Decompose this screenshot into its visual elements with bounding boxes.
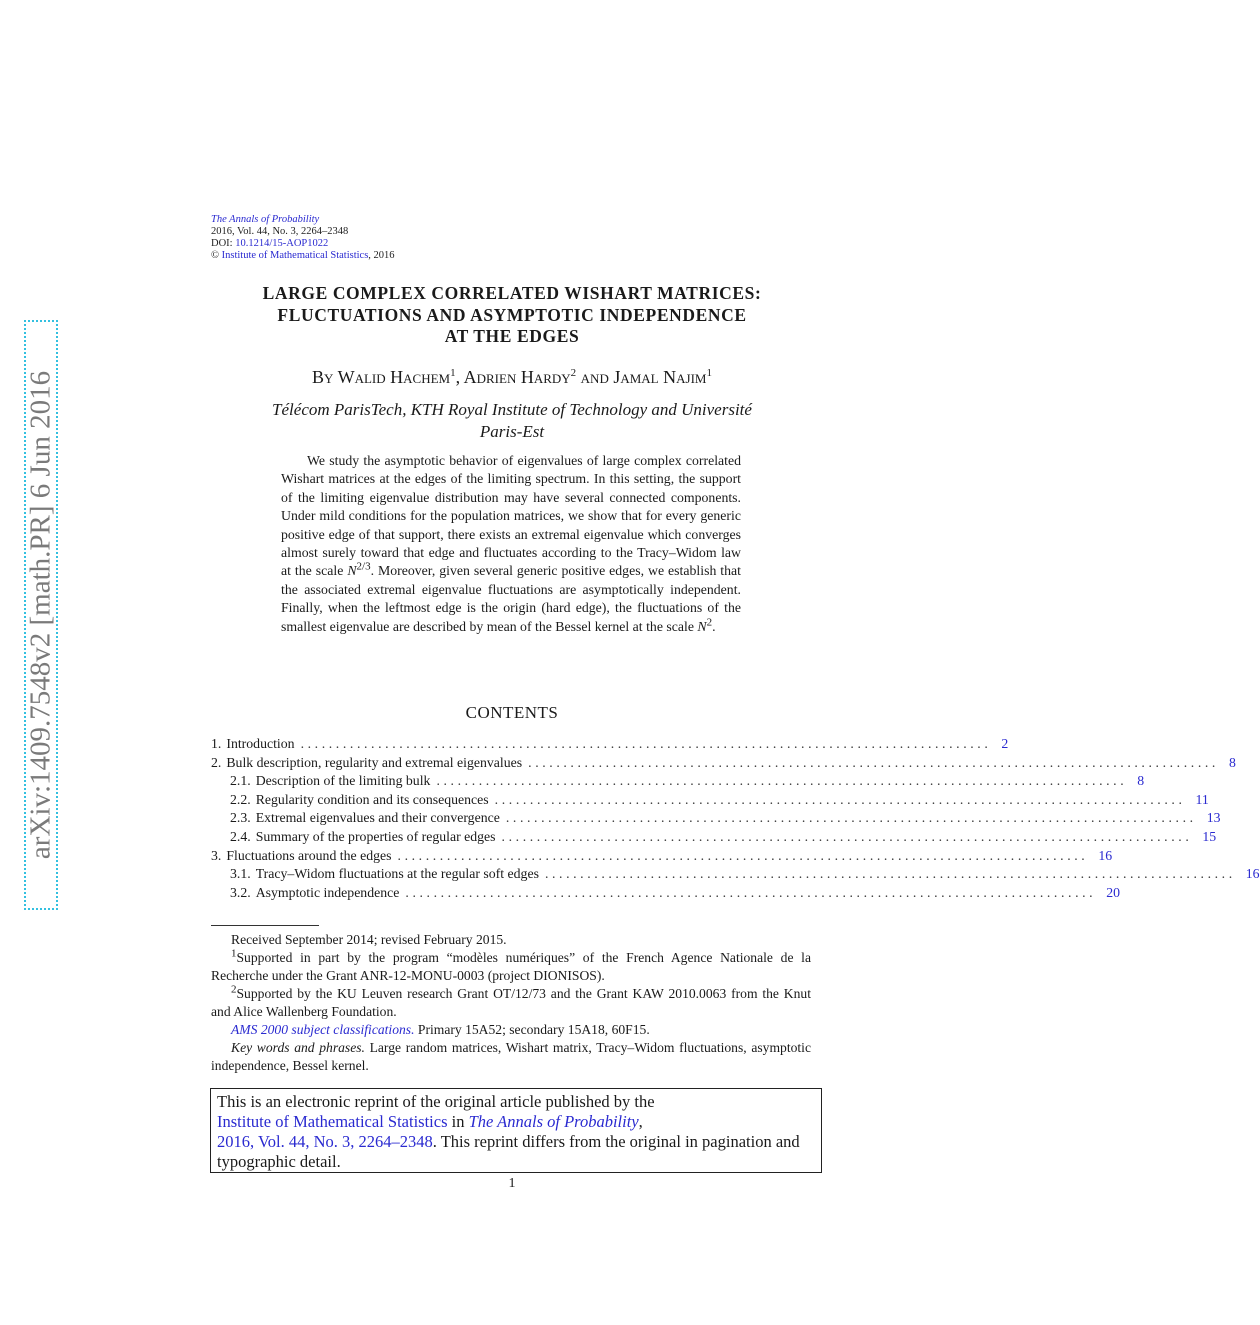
toc-leader: ..................................................................................................	[494, 791, 1186, 807]
ams-classification-link[interactable]: AMS 2000 subject classifications.	[231, 1022, 415, 1037]
doi-label: DOI:	[211, 238, 236, 249]
author-2: Adrien Hardy	[463, 367, 571, 387]
journal-volume: 2016, Vol. 44, No. 3, 2264–2348	[211, 226, 349, 237]
toc-entry[interactable]	[211, 754, 1236, 774]
toc-leader: ..................................................................................................	[544, 866, 1236, 882]
authors	[180, 367, 844, 388]
reprint-comma: ,	[638, 1112, 643, 1131]
journal-name-link[interactable]: The Annals of Probability	[211, 214, 320, 225]
keywords-label: Key words and phrases.	[231, 1040, 365, 1055]
toc-page-link[interactable]: 2	[1001, 736, 1009, 751]
reprint-citation-link[interactable]: 2016, Vol. 44, No. 3, 2264–2348	[217, 1132, 433, 1151]
reprint-journal-link[interactable]: The Annals of Probability	[468, 1112, 639, 1131]
reprint-notice	[210, 1088, 822, 1173]
toc-page-link[interactable]: 8	[1228, 754, 1236, 770]
footnote-1-mark: 1	[231, 947, 237, 960]
table-of-contents	[211, 736, 1260, 903]
reprint-rest: . This reprint differs from the original in pagination and typographic detail.	[217, 1132, 800, 1171]
toc-number: 1.	[211, 736, 222, 751]
toc-entry[interactable]	[211, 773, 1145, 792]
footnote-2-text: Supported by the KU Leuven research Grant OT/12/73 and the Grant KAW 2010.0063 from the Knut and Alice Wallenberg Foundation.	[211, 986, 811, 1019]
reprint-ims-link[interactable]: Institute of Mathematical Statistics	[217, 1112, 448, 1131]
author-3: Jamal Najim	[613, 367, 707, 387]
toc-title: Asymptotic independence	[255, 884, 400, 900]
toc-entry[interactable]	[211, 884, 1121, 904]
toc-page-link[interactable]: 16	[1245, 866, 1260, 882]
toc-entry[interactable]	[211, 847, 1113, 867]
abstract-scale-1-exponent: 2/3	[356, 560, 371, 573]
journal-copyright	[211, 250, 395, 262]
affiliation-line-1: Télécom ParisTech, KTH Royal Institute of Technology and Université	[272, 400, 752, 419]
keywords	[211, 1039, 811, 1075]
author-separator: ,	[455, 367, 464, 387]
toc-entry[interactable]	[211, 828, 1217, 848]
ams-classification-text: Primary 15A52; secondary 15A18, 60F15.	[414, 1022, 650, 1037]
doi-link[interactable]: 10.1214/15-AOP1022	[235, 238, 329, 249]
toc-title: Regularity condition and its consequences	[255, 791, 489, 807]
toc-title: Tracy–Widom fluctuations at the regular soft edges	[255, 866, 539, 882]
toc-number: 2.4.	[230, 828, 251, 844]
keywords-text: Large random matrices, Wishart matrix, Tracy–Widom fluctuations, asymptotic independence, Bessel kernel.	[211, 1040, 811, 1073]
ims-link[interactable]: Institute of Mathematical Statistics	[221, 250, 369, 261]
toc-page-link[interactable]: 16	[1098, 847, 1113, 863]
toc-leader: ..................................................................................................	[501, 828, 1193, 844]
ams-classification	[211, 1021, 811, 1039]
toc-entry[interactable]	[211, 810, 1221, 829]
footnote-1	[211, 949, 811, 985]
footnote-2-mark: 2	[231, 983, 237, 996]
title-line-1: LARGE COMPLEX CORRELATED WISHART MATRICES:	[262, 283, 762, 303]
toc-number: 3.1.	[230, 866, 251, 882]
toc-leader: ..................................................................................................	[397, 847, 1089, 863]
toc-number: 2.1.	[230, 773, 251, 789]
page-number: 1	[508, 1176, 516, 1191]
toc-leader: ..................................................................................................	[528, 754, 1219, 770]
toc-page-link[interactable]: 20	[1106, 884, 1121, 900]
abstract-text-1: We study the asymptotic behavior of eigenvalues of large complex correlated Wishart matrices at the edges of the limiting spectrum. In this setting, the support of the limiting eigenvalue distribution may have several connected components. Under mild conditions for the population matrices, we show that for every generic positive edge of that support, there exists an extremal eigenvalue which converges almost surely toward that edge and fluctuates according to the Tracy–Widom law at the scale	[281, 453, 741, 579]
toc-page-link[interactable]: 8	[1137, 773, 1145, 789]
toc-title: Bulk description, regularity and extremal eigenvalues	[226, 754, 523, 770]
copyright-symbol: ©	[211, 250, 219, 261]
toc-page-link[interactable]: 11	[1195, 791, 1209, 807]
by-label: By	[312, 367, 338, 387]
footnote-2	[211, 985, 811, 1021]
toc-title: Introduction	[226, 736, 295, 751]
toc-title: Extremal eigenvalues and their convergence	[255, 810, 500, 826]
toc-leader: ..................................................................................................	[505, 810, 1197, 826]
journal-doi	[211, 238, 395, 250]
reprint-intro: This is an electronic reprint of the original article published by the	[217, 1092, 655, 1111]
received-note: Received September 2014; revised February 2015.	[231, 932, 507, 947]
toc-title: Description of the limiting bulk	[255, 773, 431, 789]
affiliation	[180, 399, 844, 443]
toc-page-link[interactable]: 15	[1202, 828, 1217, 844]
journal-header	[211, 214, 395, 262]
abstract-scale-1: N	[347, 563, 357, 579]
and-label: and	[576, 367, 614, 387]
abstract-text-3: .	[712, 618, 716, 634]
affiliation-line-2: Paris-Est	[479, 422, 545, 441]
title-line-2: FLUCTUATIONS AND ASYMPTOTIC INDEPENDENCE	[277, 304, 747, 325]
abstract-scale-2-exponent: 2	[706, 616, 713, 629]
toc-number: 2.2.	[230, 791, 251, 807]
toc-title: Summary of the properties of regular edges	[255, 828, 496, 844]
toc-number: 2.3.	[230, 810, 251, 826]
toc-leader: ..................................................................................................	[300, 736, 992, 751]
toc-entry[interactable]	[211, 791, 1209, 811]
toc-leader: ..................................................................................................	[405, 884, 1097, 900]
toc-number: 2.	[211, 754, 222, 770]
toc-entry[interactable]	[211, 866, 1260, 885]
toc-number: 3.	[211, 847, 222, 863]
copyright-year: , 2016	[368, 250, 395, 261]
abstract-scale-2: N	[697, 618, 707, 634]
reprint-in: in	[447, 1112, 469, 1131]
footnote-rule	[211, 925, 319, 926]
author-1: Walid Hachem	[337, 367, 451, 387]
toc-title: Fluctuations around the edges	[226, 847, 392, 863]
author-2-footnote-mark: 2	[570, 367, 577, 379]
toc-entry[interactable]	[211, 736, 1009, 755]
title-line-3: AT THE EDGES	[444, 326, 580, 346]
toc-leader: ..................................................................................................	[436, 773, 1128, 789]
footnotes	[211, 931, 811, 1075]
abstract-text-2: . Moreover, given several generic positive edges, we establish that the associated extremal eigenvalue fluctuations are asymptotically independent. Finally, when the leftmost edge is the origin (hard edge), the fluctuations of the smallest eigenvalue are described by mean of the Bessel kernel at the scale	[281, 563, 742, 634]
abstract	[281, 452, 741, 636]
arxiv-identifier[interactable]: arXiv:1409.7548v2 [math.PR] 6 Jun 2016	[24, 370, 57, 860]
author-1-footnote-mark: 1	[450, 367, 456, 379]
author-3-footnote-mark: 1	[706, 367, 712, 379]
footnote-1-text: Supported in part by the program “modèles numériques” of the French Agence Nationale de la Recherche under the Grant ANR-12-MONU-0003 (project DIONISOS).	[211, 950, 811, 983]
paper-title	[180, 283, 844, 348]
contents-heading: CONTENTS	[465, 703, 559, 722]
toc-page-link[interactable]: 13	[1206, 810, 1221, 826]
arxiv-stamp	[24, 320, 58, 910]
toc-number: 3.2.	[230, 884, 251, 900]
